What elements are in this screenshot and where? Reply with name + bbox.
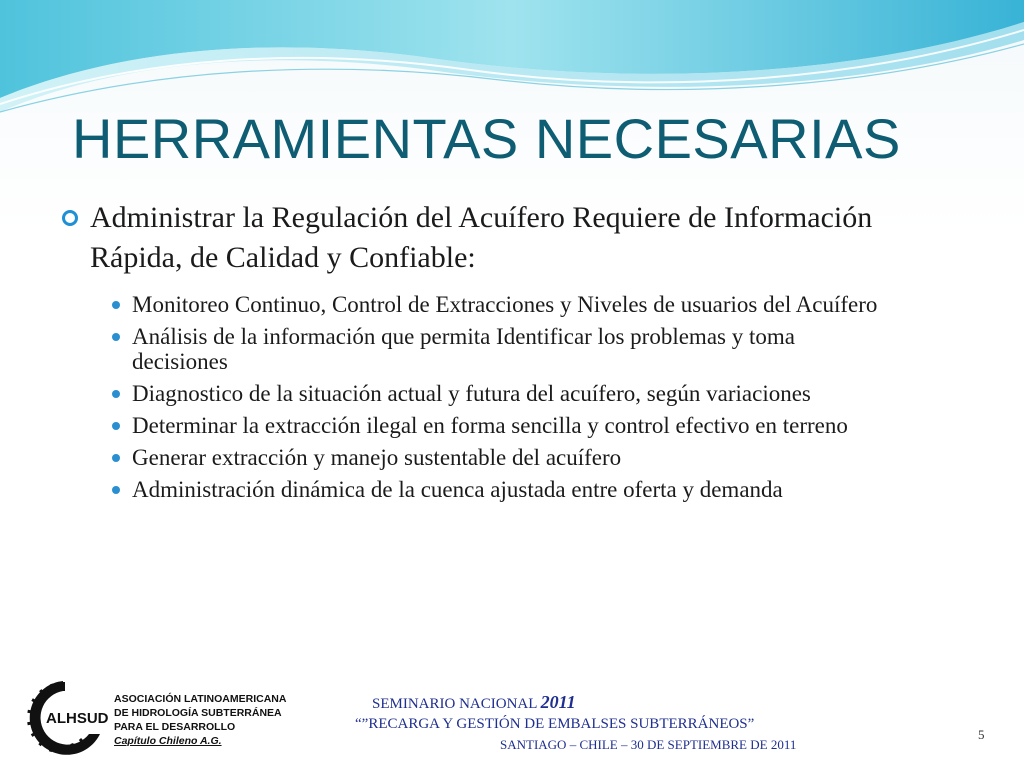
organization-name xyxy=(114,692,286,748)
list-item-text: Monitoreo Continuo, Control de Extracciones y Niveles de usuarios del Acuífero xyxy=(132,292,878,317)
list-item xyxy=(112,477,892,502)
bullet-dot-icon xyxy=(112,486,120,494)
seminar-date: SANTIAGO – CHILE – 30 DE SEPTIEMBRE DE 2011 xyxy=(500,737,797,752)
header-wave-decoration xyxy=(0,0,1024,120)
list-item-text: Diagnostico de la situación actual y futura del acuífero, según variaciones xyxy=(132,381,811,406)
seminar-name: SEMINARIO NACIONAL xyxy=(372,696,541,712)
seminar-subtitle: “”RECARGA Y GESTIÓN DE EMBALSES SUBTERRÁNEOS” xyxy=(355,716,755,732)
slide-title: HERRAMIENTAS NECESARIAS xyxy=(72,107,901,170)
list-item xyxy=(112,381,892,406)
list-item-text: Determinar la extracción ilegal en forma sencilla y control efectivo en terreno xyxy=(132,413,848,438)
alhsud-logo xyxy=(18,678,108,758)
bullet-dot-icon xyxy=(112,422,120,430)
bullet-dot-icon xyxy=(112,390,120,398)
bullet-dot-icon xyxy=(112,454,120,462)
main-point-text: Administrar la Regulación del Acuífero Requiere de Información Rápida, de Calidad y Confiable: xyxy=(90,201,873,274)
list-item xyxy=(112,292,892,317)
seminar-title xyxy=(372,692,576,713)
seminar-year: 2011 xyxy=(540,692,576,712)
org-chapter: Capítulo Chileno A.G. xyxy=(114,735,222,747)
bullet-dot-icon xyxy=(112,301,120,309)
slide-content xyxy=(62,198,922,509)
list-item xyxy=(112,324,892,374)
list-item-text: Generar extracción y manejo sustentable del acuífero xyxy=(132,445,622,470)
list-item xyxy=(112,413,892,438)
sub-bullet-list xyxy=(112,292,892,502)
bullet-dot-icon xyxy=(112,333,120,341)
main-point xyxy=(62,198,922,278)
org-line: ASOCIACIÓN LATINOAMERICANA xyxy=(114,693,287,705)
org-line: PARA EL DESARROLLO xyxy=(114,721,236,733)
list-item-text: Análisis de la información que permita Identificar los problemas y toma decisiones xyxy=(132,324,795,374)
logo-text: ALHSUD xyxy=(46,710,108,727)
ring-bullet-icon xyxy=(62,210,78,226)
list-item xyxy=(112,445,892,470)
list-item-text: Administración dinámica de la cuenca ajustada entre oferta y demanda xyxy=(132,477,783,502)
org-line: DE HIDROLOGÍA SUBTERRÁNEA xyxy=(114,707,282,719)
page-number: 5 xyxy=(978,727,985,742)
